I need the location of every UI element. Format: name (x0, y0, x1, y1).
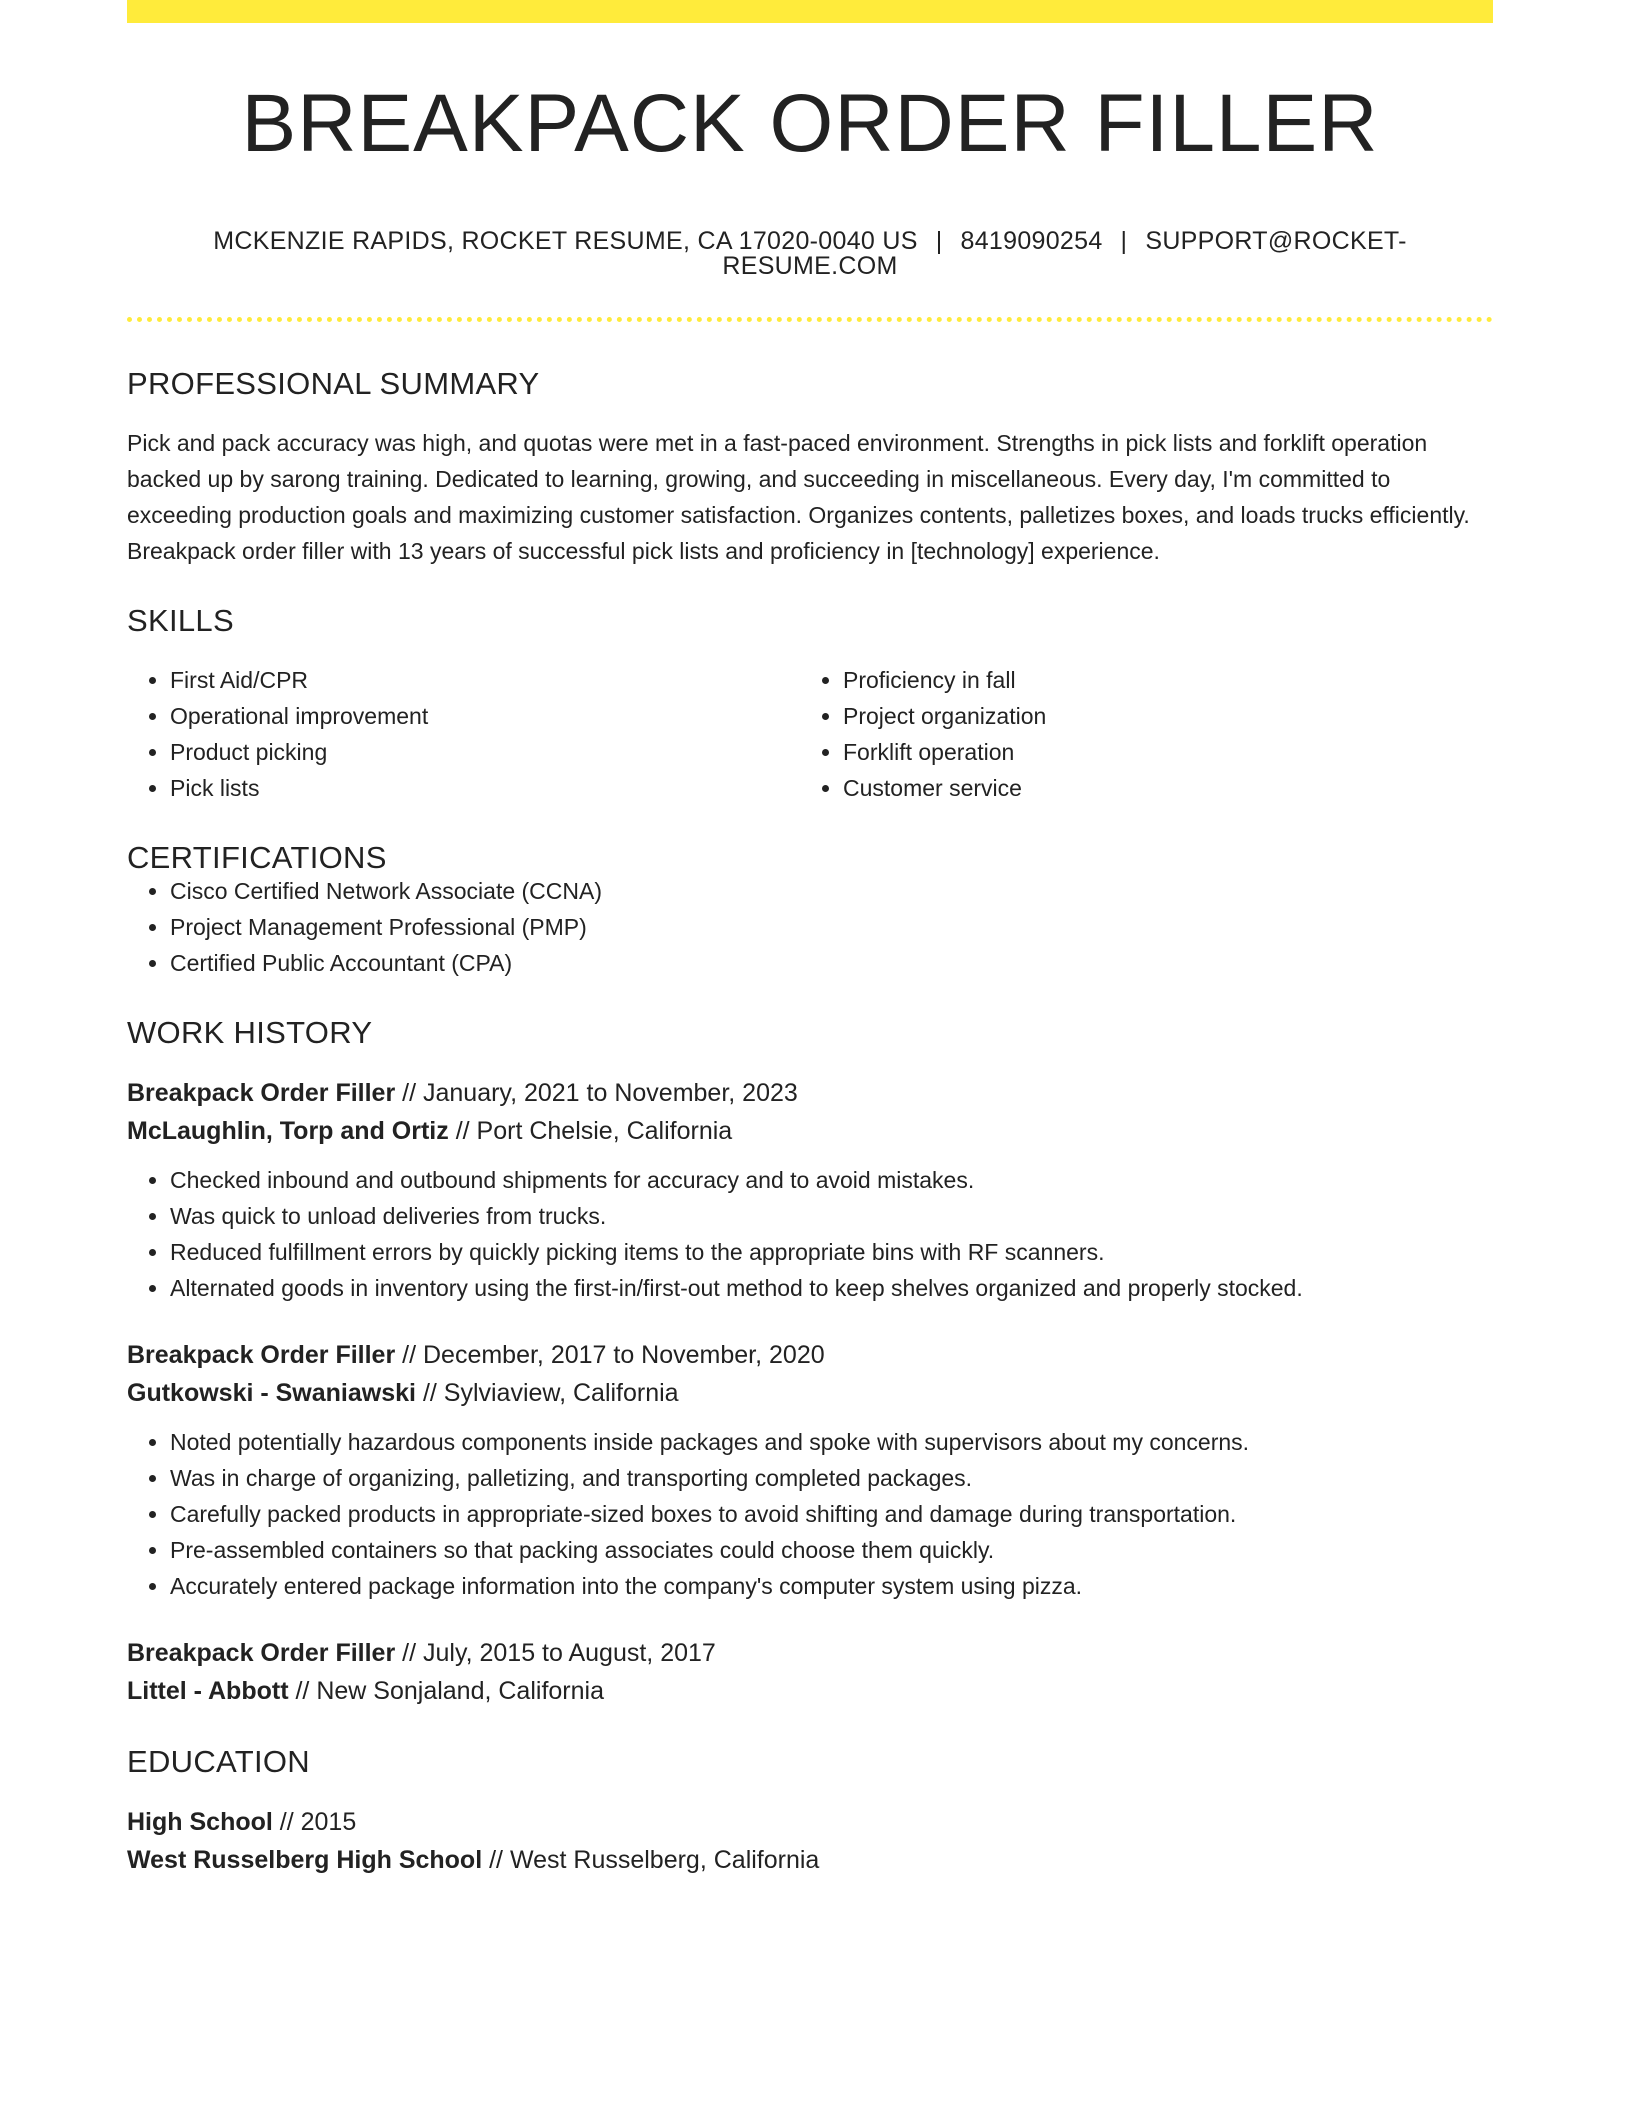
job-bullet: • Checked inbound and outbound shipments for accuracy and to avoid mistakes. (170, 1162, 1493, 1198)
contact-email: SUPPORT@ROCKET-RESUME.COM (722, 227, 1407, 280)
skills-column-left (127, 662, 800, 806)
skill-item: • Proficiency in fall (843, 662, 1473, 698)
job-bullet: • Alternated goods in inventory using the first-in/first-out method to keep shelves organized and properly stocked. (170, 1270, 1493, 1306)
job-company: Littel - Abbott (127, 1677, 289, 1705)
jobs-list (127, 1074, 1493, 1710)
job-title-line (127, 1634, 1493, 1672)
job-bullet: • Noted potentially hazardous components inside packages and spoke with supervisors about my concerns. (170, 1424, 1493, 1460)
skill-item: • First Aid/CPR (170, 662, 800, 698)
job-company: Gutkowski - Swaniawski (127, 1379, 416, 1407)
work-history-section (127, 1017, 1493, 1710)
section-title-skills: SKILLS (127, 603, 234, 638)
resume-page (127, 0, 1493, 1879)
education-entry (127, 1803, 1493, 1879)
job-company: McLaughlin, Torp and Ortiz (127, 1117, 449, 1145)
skill-item: • Customer service (843, 770, 1473, 806)
section-title-education: EDUCATION (127, 1744, 310, 1779)
job-title-line (127, 1336, 1493, 1374)
education-year: // 2015 (279, 1808, 357, 1836)
job-dates: // December, 2017 to November, 2020 (402, 1341, 825, 1369)
job-bullets (127, 1162, 1493, 1306)
skills-section (127, 605, 1493, 806)
job-bullet: • Pre-assembled containers so that packing associates could choose them quickly. (170, 1532, 1493, 1568)
skills-column-right (800, 662, 1473, 806)
job-bullet: • Reduced fulfillment errors by quickly picking items to the appropriate bins with RF scanners. (170, 1234, 1493, 1270)
job-bullets (127, 1424, 1493, 1604)
contact-line (127, 229, 1493, 279)
skill-item: • Forklift operation (843, 734, 1473, 770)
education-school-line (127, 1841, 1493, 1879)
resume-name: BREAKPACK ORDER FILLER (241, 78, 1379, 169)
education-degree: High School (127, 1808, 273, 1836)
job-location: // Port Chelsie, California (455, 1117, 733, 1145)
certification-item: • Project Management Professional (PMP) (170, 909, 1493, 945)
job-company-line (127, 1112, 1493, 1150)
skills-grid (127, 662, 1493, 806)
contact-phone: 8419090254 (960, 227, 1103, 255)
certification-item: • Cisco Certified Network Associate (CCNA) (170, 873, 1493, 909)
job-role: Breakpack Order Filler (127, 1079, 396, 1107)
summary-section (127, 368, 1493, 569)
job-dates: // July, 2015 to August, 2017 (402, 1639, 716, 1667)
dotted-divider (127, 317, 1493, 322)
section-title-certifications: CERTIFICATIONS (127, 840, 387, 875)
summary-text: Pick and pack accuracy was high, and quotas were met in a fast-paced environment. Strengths in pick lists and forklift operation backed up by sarong training. Dedicated to learning, growing, and succeeding in miscellaneous. Every day, I'm committed to exceeding production goals and maximizing customer satisfaction. Organizes contents, palletizes boxes, and loads trucks efficiently. Breakpack order filler with 13 years of successful pick lists and proficiency in [technology] experience. (127, 430, 1470, 564)
education-location: // West Russelberg, California (489, 1846, 820, 1874)
job-bullet: • Carefully packed products in appropriate-sized boxes to avoid shifting and damage during transportation. (170, 1496, 1493, 1532)
job-title-line (127, 1074, 1493, 1112)
job-company-line (127, 1672, 1493, 1710)
contact-separator: | (935, 227, 943, 255)
certifications-list (127, 873, 1493, 981)
certification-item: • Certified Public Accountant (CPA) (170, 945, 1493, 981)
skill-item: • Pick lists (170, 770, 800, 806)
job-bullet: • Accurately entered package information into the company's computer system using pizza. (170, 1568, 1493, 1604)
skill-item: • Product picking (170, 734, 800, 770)
job-role: Breakpack Order Filler (127, 1341, 396, 1369)
contact-separator: | (1120, 227, 1128, 255)
section-title-work-history: WORK HISTORY (127, 1015, 373, 1050)
job-entry (127, 1634, 1493, 1710)
job-dates: // January, 2021 to November, 2023 (402, 1079, 798, 1107)
skill-item: • Operational improvement (170, 698, 800, 734)
section-title-summary: PROFESSIONAL SUMMARY (127, 366, 540, 401)
education-school: West Russelberg High School (127, 1846, 483, 1874)
certifications-section (127, 842, 1493, 981)
education-section (127, 1746, 1493, 1879)
job-bullet: • Was in charge of organizing, palletizing, and transporting completed packages. (170, 1460, 1493, 1496)
job-role: Breakpack Order Filler (127, 1639, 396, 1667)
job-entry (127, 1336, 1493, 1604)
education-degree-line (127, 1803, 1493, 1841)
contact-address: MCKENZIE RAPIDS, ROCKET RESUME, CA 17020-0040 US (213, 227, 918, 255)
job-company-line (127, 1374, 1493, 1412)
job-bullet: • Was quick to unload deliveries from trucks. (170, 1198, 1493, 1234)
top-accent-bar (127, 0, 1493, 23)
job-entry (127, 1074, 1493, 1306)
job-location: // New Sonjaland, California (295, 1677, 604, 1705)
skill-item: • Project organization (843, 698, 1473, 734)
job-location: // Sylviaview, California (422, 1379, 679, 1407)
